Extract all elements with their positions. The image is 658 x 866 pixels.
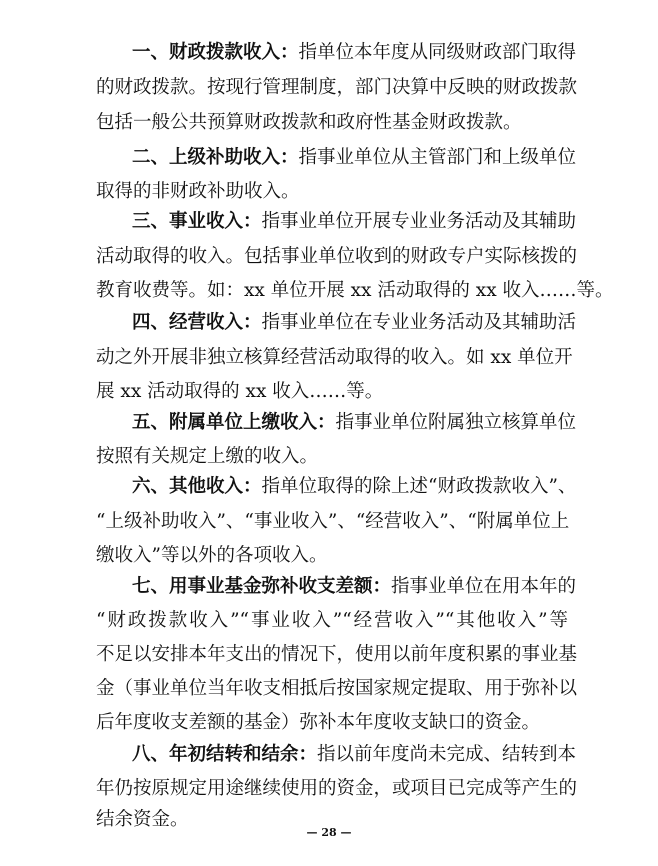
section-2-line-2: 取得的非财政补助收入。 bbox=[96, 181, 300, 202]
section-8-term: 八、年初结转和结余： bbox=[132, 744, 318, 765]
section-2-text: 指事业单位从主管部门和上级单位 bbox=[298, 147, 577, 168]
section-3-line-1 bbox=[132, 210, 577, 234]
section-5-term: 五、附属单位上缴收入： bbox=[132, 412, 336, 433]
section-5-line-2: 按照有关规定上缴的收入。 bbox=[96, 446, 319, 467]
section-6-line-3: 缴收入”等以外的各项收入。 bbox=[96, 545, 328, 566]
section-1-line-3: 包括一般公共预算财政拨款和政府性基金财政拨款。 bbox=[96, 112, 522, 133]
section-2-line-1 bbox=[132, 146, 577, 170]
section-8-line-1 bbox=[132, 743, 577, 767]
section-8-line-2: 年仍按原规定用途继续使用的资金，或项目已完成等产生的 bbox=[96, 778, 578, 799]
section-4-line-1 bbox=[132, 311, 577, 335]
section-7-line-4: 金（事业单位当年收支相抵后按国家规定提取、用于弥补以 bbox=[96, 678, 578, 699]
section-6-text: 指单位取得的除上述“财政拨款收入”、 bbox=[261, 476, 577, 497]
section-7-line-1 bbox=[132, 575, 577, 599]
section-7-line-3: 不足以安排本年支出的情况下，使用以前年度积累的事业基 bbox=[96, 644, 578, 665]
section-1-term: 一、财政拨款收入： bbox=[132, 42, 299, 63]
section-5-line-1 bbox=[132, 411, 577, 435]
section-4-line-3: 展 xx 活动取得的 xx 收入……等。 bbox=[96, 381, 384, 402]
section-3-line-2: 活动取得的收入。包括事业单位收到的财政专户实际核拨的 bbox=[96, 246, 578, 267]
section-8-text: 指以前年度尚未完成、结转到本 bbox=[317, 744, 577, 765]
section-7-line-2: “财政拨款收入”“事业收入”“经营收入”“其他收入”等 bbox=[96, 610, 568, 631]
section-3-text: 指事业单位开展专业业务活动及其辅助 bbox=[261, 211, 577, 232]
section-3-line-3: 教育收费等。如：xx 单位开展 xx 活动取得的 xx 收入……等。 bbox=[96, 280, 614, 301]
page-number: — 28 — bbox=[306, 826, 352, 839]
section-7-term: 七、用事业基金弥补收支差额： bbox=[132, 576, 392, 597]
section-6-line-2: “上级补助收入”、“事业收入”、“经营收入”、“附属单位上 bbox=[96, 511, 570, 532]
section-6-line-1 bbox=[132, 475, 577, 499]
section-6-term: 六、其他收入： bbox=[132, 476, 262, 497]
section-7-line-5: 后年度收支差额的基金）弥补本年度收支缺口的资金。 bbox=[96, 712, 541, 733]
section-4-line-2: 动之外开展非独立核算经营活动取得的收入。如 xx 单位开 bbox=[96, 347, 573, 368]
section-7-text: 指事业单位在用本年的 bbox=[391, 576, 577, 597]
section-1-text: 指单位本年度从同级财政部门取得 bbox=[298, 42, 577, 63]
section-4-term: 四、经营收入： bbox=[132, 312, 262, 333]
section-2-term: 二、上级补助收入： bbox=[132, 147, 299, 168]
section-1-line-1 bbox=[132, 41, 577, 65]
section-1-line-2: 的财政拨款。按现行管理制度，部门决算中反映的财政拨款 bbox=[96, 77, 578, 98]
section-8-line-3: 结余资金。 bbox=[96, 809, 189, 830]
section-5-text: 指事业单位附属独立核算单位 bbox=[335, 412, 577, 433]
section-4-text: 指事业单位在专业业务活动及其辅助活 bbox=[261, 312, 577, 333]
section-3-term: 三、事业收入： bbox=[132, 211, 262, 232]
